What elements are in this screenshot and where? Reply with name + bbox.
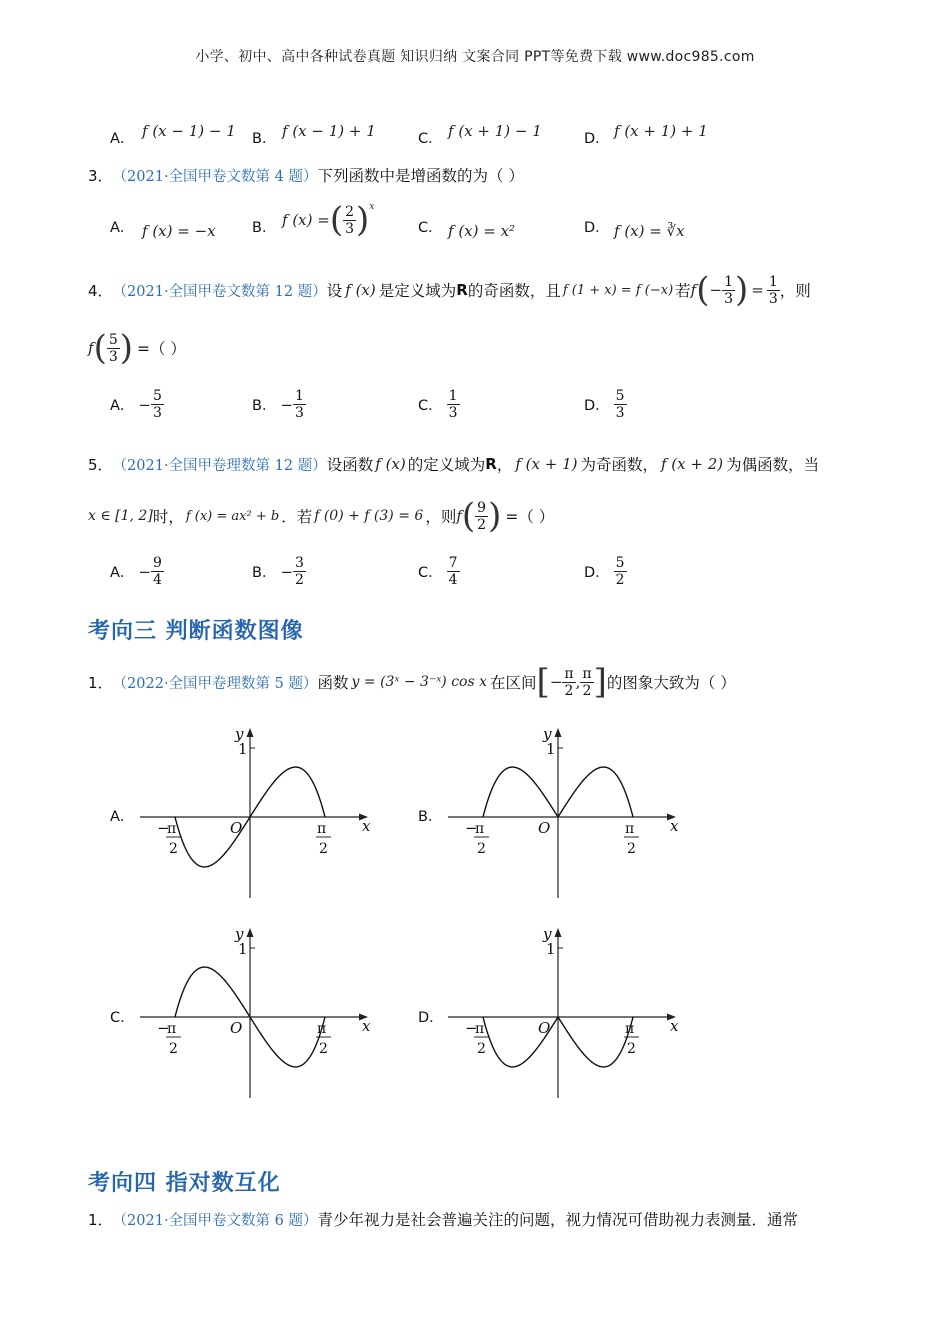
q3-option-d-label: D． <box>584 220 610 236</box>
q4-option-b: B． − $\frac{1}{3}$ <box>252 388 304 421</box>
section-3-heading: 考向三 判断函数图像 <box>88 619 304 644</box>
s4q1-text: 青少年视力是社会普遍关注的问题，视力情况可借助视力表测量．通常 <box>317 1211 799 1229</box>
q2-option-d-label: D． <box>584 131 610 147</box>
s3q1-text-3: 的图象大致为（ ） <box>606 674 736 692</box>
y-tick-label-1: 1 <box>546 740 556 758</box>
q4-math-3-eq: = <box>751 281 764 299</box>
q5-text-4: 为奇函数， <box>580 456 658 474</box>
q4-text-6: =（ ） <box>137 340 186 358</box>
q4-math-4-f: f <box>88 339 94 357</box>
q5-text-7: ．若 <box>281 508 313 526</box>
graph-option-c[interactable] <box>130 920 380 1105</box>
q4-math-3-fraction: $\frac{1}{3}$ <box>724 273 733 307</box>
y-axis-label: y <box>235 725 244 743</box>
pi-label-left: π <box>475 821 485 837</box>
s3q1-stem: 1． （2022·全国甲卷理数第 5 题） 函数 y = (3ˣ − 3⁻ˣ) cos x 在区间 [ − $\frac{\pi}{2}$ , $\frac{\pi}{2}$ ] 的图象大致为（ ） <box>88 662 736 702</box>
y-axis-arrow-icon <box>247 728 254 737</box>
neg-sign-label: − <box>157 1019 170 1037</box>
q4-text-2: 是定义域为 <box>378 282 457 300</box>
q2-option-b-expr: f (x − 1) + 1 <box>282 122 376 140</box>
q2-option-c-expr: f (x + 1) − 1 <box>448 122 542 140</box>
neg-sign-label: − <box>465 1019 478 1037</box>
q3-text: 下列函数中是增函数的为（ ） <box>317 167 524 185</box>
q4-math-4-fraction: $\frac{5}{3}$ <box>108 331 118 365</box>
x-axis-label: x <box>670 817 679 835</box>
origin-label: O <box>538 1019 551 1037</box>
q5-math-6: f (0) + f (3) = 6 <box>314 508 424 524</box>
q5-math-5: f (x) = ax² + b <box>185 508 280 524</box>
graph-option-c-label: C． <box>110 1010 135 1026</box>
s3q1-text-1: 函数 <box>317 674 349 692</box>
q4-math-1: f (x) <box>345 281 376 299</box>
q4-stem: 4． （2021·全国甲卷文数第 12 题） 设 f (x) 是定义域为 R 的奇函数，且 f (1 + x) = f (−x) 若 f ( − $\frac{1}{3}$ ) = $\frac{1}{3}$ ，则 <box>88 270 811 310</box>
q3-option-b-lhs: f (x) = <box>282 211 330 229</box>
q3-source: （2021·全国甲卷文数第 4 题） <box>112 168 318 185</box>
q5-math-4: x ∈ [1, 2] <box>88 508 153 524</box>
q5-number: 5． <box>88 455 113 474</box>
s3q1-math-1: y = (3ˣ − 3⁻ˣ) cos x <box>351 674 488 690</box>
origin-label: O <box>230 1019 243 1037</box>
s3q1-source: （2022·全国甲卷理数第 5 题） <box>112 675 318 692</box>
q4-text-1: 设 <box>326 282 343 300</box>
q4-source: （2021·全国甲卷文数第 12 题） <box>112 283 327 300</box>
q5-text-8: ，则 <box>425 508 457 526</box>
q5-text-5: 为偶函数，当 <box>726 456 820 474</box>
q5-text-3: ， <box>496 456 513 474</box>
q5-math-7-f: f <box>456 507 462 525</box>
q4-option-c: C． $\frac{1}{3}$ <box>418 388 458 421</box>
graph-option-b-label: B． <box>418 809 443 825</box>
y-tick-label-1: 1 <box>238 740 248 758</box>
q3-option-b-label: B． <box>252 220 277 236</box>
two-label-left: 2 <box>169 1041 178 1057</box>
q5-source: （2021·全国甲卷理数第 12 题） <box>112 457 327 474</box>
neg-sign-label: − <box>465 819 478 837</box>
q2-option-a-expr: f (x − 1) − 1 <box>142 122 236 140</box>
graph-option-d-label: D． <box>418 1010 444 1026</box>
q3-number: 3． <box>88 166 113 185</box>
q4-stem-line-2: f ( $\frac{5}{3}$ ) =（ ） <box>88 328 186 368</box>
q4-math-2: f (1 + x) = f (−x) <box>562 282 674 298</box>
q4-number: 4． <box>88 281 113 300</box>
neg-sign-label: − <box>157 819 170 837</box>
q3-option-c-expr: f (x) = x² <box>448 222 516 240</box>
page-header: 小学、初中、高中各种试卷真题 知识归纳 文案合同 PPT等免费下载 www.doc985.com <box>195 49 755 65</box>
q4-option-a: A． − $\frac{5}{3}$ <box>110 388 162 421</box>
q5-option-b: B． − $\frac{3}{2}$ <box>252 555 304 588</box>
q5-option-d: D． $\frac{5}{2}$ <box>584 555 625 588</box>
x-axis-label: x <box>362 817 371 835</box>
y-axis-arrow-icon <box>247 928 254 937</box>
x-axis-label: x <box>362 1017 371 1035</box>
two-label-left: 2 <box>477 1041 486 1057</box>
q3-option-c-label: C． <box>418 220 443 236</box>
x-axis-label: x <box>670 1017 679 1035</box>
two-label-right: 2 <box>627 1041 636 1057</box>
q4-math-3-sign: − <box>709 281 723 299</box>
origin-label: O <box>538 819 551 837</box>
pi-label-right: π <box>625 1021 635 1037</box>
two-label-right: 2 <box>319 1041 328 1057</box>
q5-math-1: f (x) <box>375 455 406 473</box>
two-label-left: 2 <box>169 841 178 857</box>
pi-label-left: π <box>167 1021 177 1037</box>
y-tick-label-1: 1 <box>546 940 556 958</box>
y-axis-label: y <box>543 725 552 743</box>
q5-stem-line-2: x ∈ [1, 2] 时， f (x) = ax² + b ．若 f (0) + f (3) = 6 ，则 f ( $\frac{9}{2}$ ) =（ ） <box>88 496 555 536</box>
q5-option-c: C． $\frac{7}{4}$ <box>418 555 458 588</box>
two-label-right: 2 <box>319 841 328 857</box>
q4-text-4: 若 <box>675 282 691 300</box>
pi-label-left: π <box>475 1021 485 1037</box>
q4-domain-r: R <box>456 281 468 299</box>
q5-text-1: 设函数 <box>326 456 374 474</box>
q3-stem <box>88 164 524 186</box>
q4-math-3-f: f <box>690 281 697 299</box>
q5-stem <box>88 452 819 476</box>
q4-math-3-rhs-fraction: $\frac{1}{3}$ <box>768 273 778 307</box>
q4-text-5: ，则 <box>779 282 811 300</box>
q4-text-3: 的奇函数，且 <box>467 282 561 300</box>
pi-label-right: π <box>625 821 635 837</box>
s3q1-text-2: 在区间 <box>490 674 537 692</box>
y-tick-label-1: 1 <box>238 940 248 958</box>
q3-option-a-expr: f (x) = −x <box>142 222 216 240</box>
s3q1-interval-left: $\frac{\pi}{2}$ <box>564 665 574 699</box>
q3-option-b-exponent: x <box>369 202 375 212</box>
q5-domain-r: R <box>485 455 497 473</box>
q5-option-a: A． − $\frac{9}{4}$ <box>110 555 162 588</box>
q5-math-7-fraction: $\frac{9}{2}$ <box>477 499 487 533</box>
s4q1-number: 1． <box>88 1210 113 1229</box>
graph-option-d[interactable] <box>438 920 688 1105</box>
q3-option-d-expr: f (x) = ∛x <box>614 222 685 240</box>
y-axis-label: y <box>543 925 552 943</box>
y-axis-arrow-icon <box>555 928 562 937</box>
graph-option-a[interactable] <box>130 720 380 905</box>
q4-option-d: D． $\frac{5}{3}$ <box>584 388 625 421</box>
q2-option-d-expr: f (x + 1) + 1 <box>614 122 708 140</box>
s4q1-source: （2021·全国甲卷文数第 6 题） <box>112 1212 318 1229</box>
s3q1-interval-right: $\frac{\pi}{2}$ <box>582 665 592 699</box>
section-4-heading: 考向四 指对数互化 <box>88 1171 281 1196</box>
two-label-left: 2 <box>477 841 486 857</box>
graph-option-b[interactable] <box>438 720 688 905</box>
q5-text-9: =（ ） <box>505 508 555 526</box>
q3-option-a-label: A． <box>110 220 135 236</box>
y-axis-arrow-icon <box>555 728 562 737</box>
pi-label-left: π <box>167 821 177 837</box>
q5-text-2: 的定义域为 <box>407 456 486 474</box>
q3-option-b-expr: f (x) = ( $\frac{2}{3}$ ) x <box>282 200 375 240</box>
q5-math-2: f (x + 1) <box>515 455 578 473</box>
origin-label: O <box>230 819 243 837</box>
q3-option-b-fraction: $\frac{2}{3}$ <box>345 203 355 237</box>
pi-label-right: π <box>317 821 327 837</box>
q2-option-a-label: A． <box>110 131 135 147</box>
q2-option-c-label: C． <box>418 131 443 147</box>
q5-text-6: 时， <box>152 508 184 526</box>
q5-math-3: f (x + 2) <box>660 455 724 473</box>
two-label-right: 2 <box>627 841 636 857</box>
pi-label-right: π <box>317 1021 327 1037</box>
graph-option-a-label: A． <box>110 809 135 825</box>
y-axis-label: y <box>235 925 244 943</box>
q2-option-b-label: B． <box>252 131 277 147</box>
s3q1-number: 1． <box>88 673 113 692</box>
s4q1-stem <box>88 1208 798 1230</box>
